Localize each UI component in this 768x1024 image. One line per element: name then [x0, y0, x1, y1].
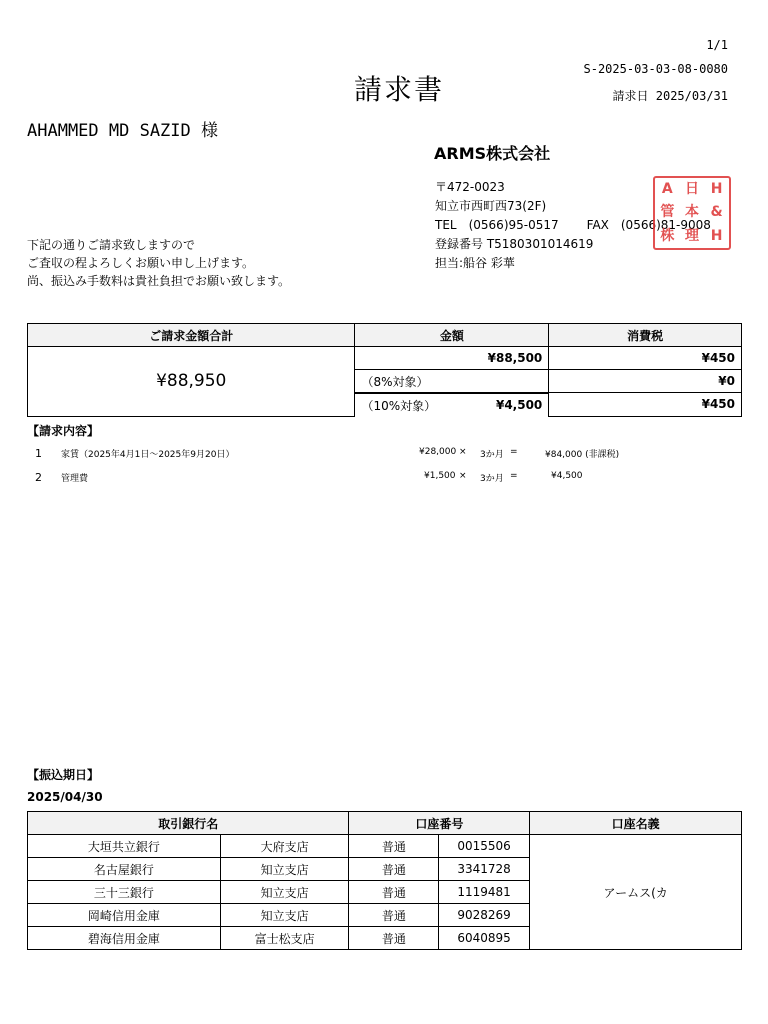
bank-name-header: 取引銀行名	[28, 812, 349, 835]
account-type: 普通	[349, 835, 439, 858]
branch-name: 知立支店	[220, 881, 349, 904]
seal-char: H	[710, 181, 723, 197]
issuer-registration: 登録番号 T5180301014619	[435, 237, 594, 251]
details-heading: 【請求内容】	[27, 424, 100, 438]
item-number: 2	[35, 471, 42, 484]
tax-value: ¥450	[549, 347, 742, 370]
item-number: 1	[35, 447, 42, 460]
branch-name: 富士松支店	[220, 927, 349, 950]
item-quantity: 3か月	[480, 450, 504, 460]
seal-char: 日	[684, 181, 699, 197]
seal-char: &	[710, 204, 723, 221]
issuer-name: ARMS株式会社	[434, 144, 551, 163]
bank-name: 碧海信用金庫	[28, 927, 221, 950]
account-number-header: 口座番号	[349, 812, 530, 835]
rate10-tax: ¥450	[549, 393, 742, 417]
account-holder: アームス(カ	[530, 835, 742, 950]
page-title: 請求書	[353, 73, 444, 106]
branch-name: 大府支店	[220, 835, 349, 858]
issuer-postal: 〒472-0023	[435, 180, 505, 194]
grand-total: ¥88,950	[28, 347, 355, 417]
account-type: 普通	[349, 904, 439, 927]
table-row	[28, 835, 742, 858]
branch-name: 知立支店	[220, 858, 349, 881]
greeting-line: 下記の通りご請求致しますので	[27, 238, 196, 252]
rate10-amount: ¥4,500	[495, 398, 543, 412]
tax-header: 消費税	[549, 324, 742, 347]
summary-table	[27, 323, 742, 417]
account-number: 3341728	[439, 858, 530, 881]
issuer-contact: 担当:船谷 彩華	[435, 256, 515, 270]
bank-name: 三十三銀行	[28, 881, 221, 904]
item-quantity: 3か月	[480, 474, 504, 484]
list-item	[0, 471, 768, 487]
account-number: 0015506	[439, 835, 530, 858]
account-type: 普通	[349, 927, 439, 950]
seal-char: 理	[684, 227, 699, 244]
account-number: 1119481	[439, 881, 530, 904]
account-type: 普通	[349, 881, 439, 904]
item-unit-price: ¥28,000	[419, 447, 457, 457]
item-times: ×	[459, 471, 467, 481]
list-item	[0, 447, 768, 463]
company-seal-stamp	[653, 176, 731, 250]
item-equals: =	[510, 447, 518, 457]
greeting-text	[27, 236, 290, 290]
issuer-tel: TEL (0566)95-0517	[435, 218, 559, 232]
bank-name: 名古屋銀行	[28, 858, 221, 881]
item-total: ¥4,500	[551, 471, 583, 481]
rate10-label: （10%対象）	[361, 398, 437, 413]
rate8-cell	[355, 370, 549, 393]
amount-header: 金額	[355, 324, 549, 347]
bank-table	[27, 811, 742, 950]
issuer-address: 知立市西町西73(2F)	[435, 199, 547, 213]
item-name: 管理費	[61, 474, 89, 484]
customer-name: AHAMMED MD SAZID 様	[27, 121, 218, 141]
rate10-cell	[355, 393, 548, 416]
rate8-label: （8%対象）	[361, 374, 429, 389]
account-number: 6040895	[439, 927, 530, 950]
account-number: 9028269	[439, 904, 530, 927]
document-number: S-2025-03-03-08-0080	[583, 62, 728, 76]
item-total: ¥84,000 (非課税)	[545, 450, 620, 460]
seal-char: A	[661, 181, 673, 197]
seal-char: 本	[684, 204, 699, 221]
item-unit-price: ¥1,500	[424, 471, 456, 481]
branch-name: 知立支店	[220, 904, 349, 927]
amount-value: ¥88,500	[355, 347, 549, 370]
due-date: 2025/04/30	[27, 790, 103, 804]
seal-char: 管	[660, 204, 675, 221]
account-type: 普通	[349, 858, 439, 881]
total-header: ご請求金額合計	[28, 324, 355, 347]
issuer-fax: FAX (0566)81-9008	[586, 218, 711, 232]
seal-char: 株	[660, 227, 675, 244]
page-number: 1/1	[706, 38, 728, 52]
seal-char: H	[710, 227, 723, 244]
due-date-heading: 【振込期日】	[27, 768, 100, 782]
invoice-date: 請求日 2025/03/31	[612, 89, 728, 103]
account-name-header: 口座名義	[530, 812, 742, 835]
bank-name: 岡崎信用金庫	[28, 904, 221, 927]
greeting-line: ご査収の程よろしくお願い申し上げます。	[27, 256, 255, 270]
item-times: ×	[459, 447, 467, 457]
item-name: 家賃（2025年4月1日～2025年9月20日）	[61, 450, 235, 460]
item-equals: =	[510, 471, 518, 481]
rate8-tax: ¥0	[549, 370, 742, 393]
bank-name: 大垣共立銀行	[28, 835, 221, 858]
greeting-line: 尚、振込み手数料は貴社負担でお願い致します。	[27, 274, 291, 288]
